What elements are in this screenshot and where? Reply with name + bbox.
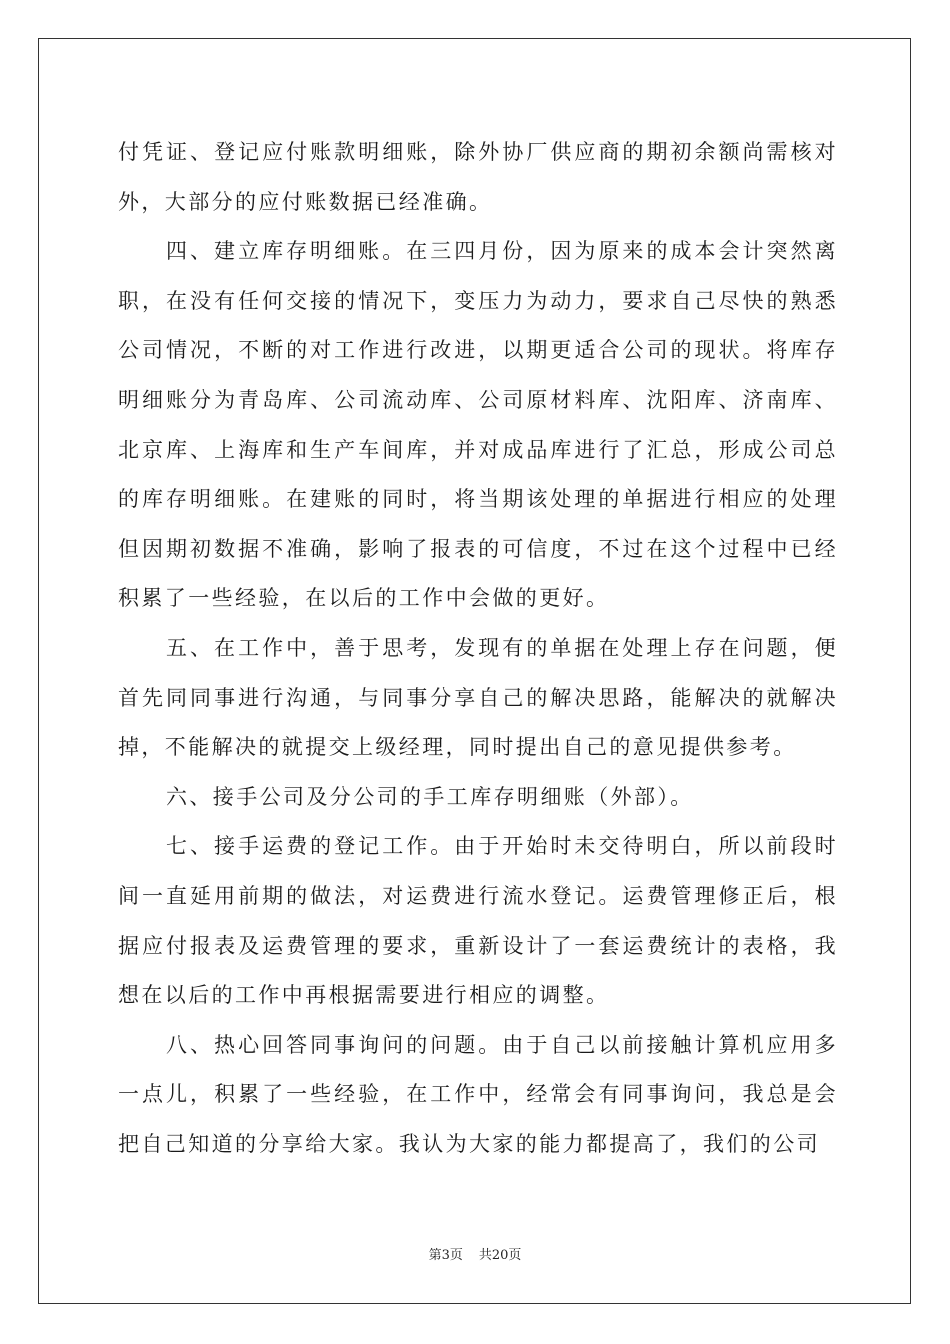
document-body (118, 128, 838, 1169)
paragraph-item-6: 六、接手公司及分公司的手工库存明细账（外部）。 (166, 784, 694, 809)
page-footer (0, 1244, 950, 1263)
paragraph-item-7: 七、接手运费的登记工作。由于开始时未交待明白，所以前段时间一直延用前期的做法，对运费进行流水登记。运费管理修正后，根据应付报表及运费管理的要求，重新设计了一套运费统计的表格，我想在以后的工作中再根据需要进行相应的调整。 (118, 834, 838, 1008)
paragraph-item-5: 五、在工作中，善于思考，发现有的单据在处理上存在问题，便首先同同事进行沟通，与同事分享自己的解决思路，能解决的就解决掉，不能解决的就提交上级经理，同时提出自己的意见提供参考。 (118, 635, 838, 760)
paragraph-continuation: 付凭证、登记应付账款明细账，除外协厂供应商的期初余额尚需核对外，大部分的应付账数据已经准确。 (118, 140, 838, 214)
paragraph-item-4: 四、建立库存明细账。在三四月份，因为原来的成本会计突然离职，在没有任何交接的情况下，变压力为动力，要求自己尽快的熟悉公司情况，不断的对工作进行改进，以期更适合公司的现状。将库存明细账分为青岛库、公司流动库、公司原材料库、沈阳库、济南库、北京库、上海库和生产车间库，并对成品库进行了汇总，形成公司总的库存明细账。在建账的同时，将当期该处理的单据进行相应的处理但因期初数据不准确，影响了报表的可信度，不过在这个过程中已经积累了一些经验，在以后的工作中会做的更好。 (118, 239, 838, 611)
page-total: 共20页 (478, 1248, 522, 1263)
page-number: 第3页 (428, 1248, 463, 1263)
paragraph-item-8: 八、热心回答同事询问的问题。由于自己以前接触计算机应用多一点儿，积累了一些经验，在工作中，经常会有同事询问，我总是会把自己知道的分享给大家。我认为大家的能力都提高了，我们的公司 (118, 1032, 838, 1156)
